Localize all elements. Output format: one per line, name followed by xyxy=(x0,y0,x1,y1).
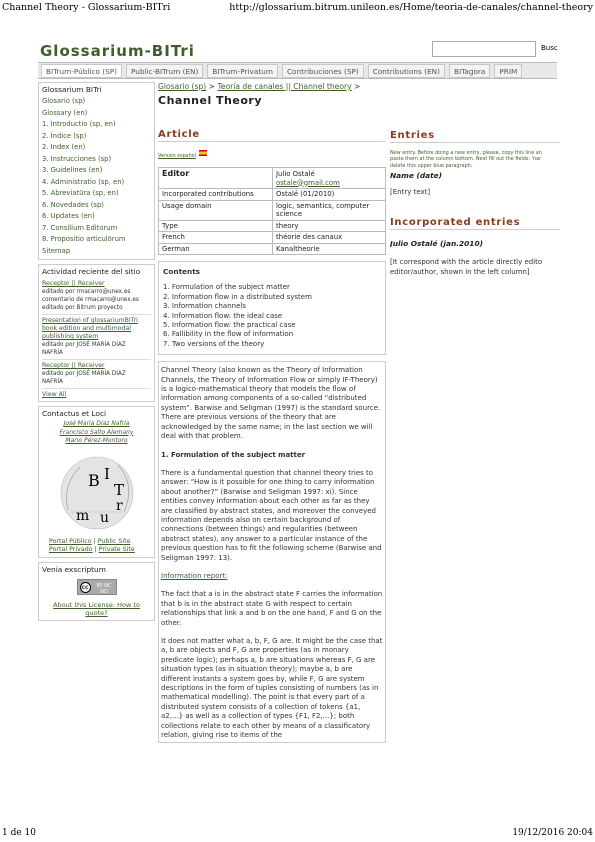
toc-item[interactable]: 2. Information flow in a distributed system xyxy=(163,292,312,301)
entry-name-date: Name (date) xyxy=(390,171,443,181)
print-header xyxy=(0,0,595,16)
information-report-link[interactable]: Information report: xyxy=(161,571,228,580)
table-cell: théorie des canaux xyxy=(273,232,386,244)
information-report-paragraph: The fact that a is in the abstract state F carries the information that b is in the abstract state G with respect to certain relationships that link a and b on the one hand, F and G on the other. xyxy=(161,590,383,627)
incorporated-entries-heading: Incorporated entries xyxy=(390,217,560,230)
nav-tab-privatum[interactable]: BITrum-Privatum xyxy=(207,64,278,78)
breadcrumb-glosario[interactable]: Glosario (sp) xyxy=(158,82,207,91)
table-row xyxy=(159,243,386,255)
breadcrumb-teoria-canales[interactable]: Teoría de canales || Channel theory xyxy=(217,82,352,91)
page-title: Channel Theory xyxy=(158,94,262,107)
sidebar-item-consilium[interactable]: 7. Consilium Editorum xyxy=(42,223,118,232)
sidebar-item-glosario[interactable]: Glosario (sp) xyxy=(42,97,86,105)
portal-links: Portal Público | Public Site Portal Privado | Private Site xyxy=(49,537,135,553)
search-button[interactable]: Busc xyxy=(541,44,558,52)
sidebar-item-introductio[interactable]: 1. Introductio (sp, en) xyxy=(42,120,116,128)
sidebar-item-sitemap[interactable]: Sitemap xyxy=(42,246,71,255)
sidebar-item-novedades[interactable]: 6. Novedades (sp) xyxy=(42,200,104,209)
sidebar-item-glossary[interactable]: Glossary (en) xyxy=(42,108,88,117)
print-footer xyxy=(0,828,595,842)
sidebar-nav-box xyxy=(38,82,155,260)
note-line: New entry. Before doing a new entry, please, copy this line an xyxy=(390,150,542,156)
intro-paragraph: Channel Theory (also known as the Theory of Information Channels, the Theory of Information Flow or simply IF-Theory) is a logico-mathematical theory that models the flow of information among components of a so-called “distributed system”. Barwise and Seligman (1997) is the standard source. There are previous versions of the theory that are acknowledged by the same name; in the last section we will deal with that problem. xyxy=(161,366,381,441)
recent-item xyxy=(42,315,151,360)
seal-letter-i: I xyxy=(103,464,110,483)
toc-item[interactable]: 3. Information channels xyxy=(163,302,246,311)
table-cell xyxy=(273,168,386,189)
toc-item[interactable]: 4. Information flow: the ideal case xyxy=(163,311,283,320)
sidebar-item-abreviatura[interactable]: 5. Abreviatūra (sp, en) xyxy=(42,189,119,197)
recent-item-meta: editado por JOSÉ MARÍA DÍAZ xyxy=(42,342,126,348)
toc-item[interactable]: 7. Two versions of the theory xyxy=(163,339,265,348)
toc-item[interactable]: 5. Information flow: the practical case xyxy=(163,321,296,330)
sidebar-item-administratio[interactable]: 4. Administratio (sp, en) xyxy=(42,177,125,186)
cc-badge-text: BY NC ND xyxy=(96,582,112,595)
contact-title: Contactus et Loci xyxy=(42,409,107,418)
note-line: delete this upper blue paragraph. xyxy=(390,162,473,169)
nav-tab-prim[interactable]: PRIM xyxy=(494,64,522,78)
sidebar-nav-title: Glossarium BITri xyxy=(42,85,102,94)
public-site-link[interactable]: Public Site xyxy=(97,537,131,545)
sidebar-item-updates[interactable]: 6. Updates (en) xyxy=(42,212,95,220)
table-row xyxy=(159,189,386,201)
sidebar xyxy=(38,82,155,625)
top-nav xyxy=(38,62,557,79)
recent-item-link[interactable]: Receptor || Receiver xyxy=(42,362,105,369)
table-cell: logic, semantics, computer science xyxy=(273,200,386,220)
recent-item-meta: NAFRÍA xyxy=(42,350,63,356)
bitrum-seal-logo xyxy=(52,450,142,536)
recent-activity-title: Actividad reciente del sitio xyxy=(42,267,141,276)
recent-item xyxy=(42,278,151,315)
recent-item-link[interactable]: Receptor || Receiver xyxy=(42,280,105,287)
section-paragraph: It does not matter what a, b, F, G are. It might be the case that a, b are objects and F, G are properties (as in monary predicate logic); perhaps a, b are situations whereas F, G are situation types (as in situation theory); maybe a, b are different instants a system goes by, while F, G are system descriptions in the form of tuples consisting of numbers (as in mathematical modelling). The point is that every part of a distributed system consists of a collection of tokens {a1, a2,...} as well as a collection of types {F1, F2,...}; both collections relate to each other by means of a classificatory relation, giving rise to items of the xyxy=(161,637,383,740)
article-heading: Article xyxy=(158,129,386,142)
print-title: Channel Theory - Glossarium-BITri xyxy=(2,2,171,13)
table-cell: French xyxy=(159,232,273,244)
recent-activity-box xyxy=(38,264,155,402)
contact-link[interactable]: José María Díaz Nafría xyxy=(63,420,130,427)
toc-item[interactable]: 1. Formulation of the subject matter xyxy=(163,283,290,292)
sidebar-item-index[interactable]: 2. Index (en) xyxy=(42,143,86,151)
recent-item-meta: editado por JOSÉ MARÍA DÍAZ xyxy=(42,371,126,377)
view-all-link[interactable]: View All xyxy=(42,391,67,398)
article-body xyxy=(158,361,386,743)
incorporated-author: Julio Ostalé (jan.2010) xyxy=(390,239,483,249)
recent-item-meta: editado por Bitrum proyecto xyxy=(42,305,123,311)
entries-heading: Entries xyxy=(390,130,560,143)
contents-title: Contents xyxy=(163,267,201,276)
license-box xyxy=(38,562,155,621)
breadcrumb: Glosario (sp) > Teoría de canales || Channel theory > xyxy=(158,82,361,91)
contact-link[interactable]: Francisco Salto Alemany xyxy=(59,428,134,436)
entry-text: [Entry text] xyxy=(390,188,431,197)
main-content xyxy=(158,82,386,743)
table-cell: Type xyxy=(159,220,273,232)
editor-name: Julio Ostalé xyxy=(276,170,315,178)
version-espanol-link[interactable]: Version español xyxy=(158,154,196,159)
table-cell: Ostalé (01/2010) xyxy=(273,189,386,201)
table-of-contents xyxy=(158,261,386,355)
print-date: 19/12/2016 20:04 xyxy=(512,828,593,838)
contact-box xyxy=(38,406,155,558)
note-line: paste them at the column bottom. Next fill out the fields: 'nar xyxy=(390,156,542,163)
table-cell: Incorporated contributions xyxy=(159,189,273,201)
private-site-link[interactable]: Private Site xyxy=(98,546,135,553)
sidebar-item-guidelines[interactable]: 3. Guidelines (en) xyxy=(42,166,103,174)
recent-item-link[interactable]: Presentation of glossariumBITri book edition and multimodal publishing system xyxy=(42,317,138,340)
table-cell: German xyxy=(159,243,273,255)
sidebar-item-propositio[interactable]: 8. Propositio articulōrum xyxy=(42,235,126,243)
print-page-number: 1 de 10 xyxy=(2,828,36,838)
section-heading: 1. Formulation of the subject matter xyxy=(161,450,306,459)
portal-privado-link[interactable]: Portal Privado xyxy=(49,546,93,553)
site-title[interactable]: Glossarium-BITri xyxy=(40,42,195,60)
nav-tab-publico-sp[interactable]: BITrum-Público (SP) xyxy=(41,64,122,78)
table-cell: Editor xyxy=(159,168,273,189)
cc-license-badge[interactable] xyxy=(77,579,117,595)
spain-flag-icon xyxy=(199,150,207,156)
table-cell: theory xyxy=(273,220,386,232)
recent-item-meta: NAFRÍA xyxy=(42,379,63,385)
cc-icon: cc xyxy=(81,583,89,591)
recent-item-meta: editado por rmacarro@unex.es xyxy=(42,289,131,295)
recent-item xyxy=(42,360,151,389)
seal-letter-b: B xyxy=(87,470,100,490)
contact-link[interactable]: Mario Pérez-Montoro xyxy=(65,437,128,444)
incorporated-text: [It correspond with the article directly edito editor/author, shown in the left column] xyxy=(390,258,543,276)
recent-item-meta: comentario de rmacarro@unex.es xyxy=(42,297,139,303)
seal-letter-t: T xyxy=(113,480,124,499)
search-input[interactable] xyxy=(432,41,536,57)
table-row xyxy=(159,220,386,232)
sidebar-item-indice[interactable]: 2. Índice (sp) xyxy=(42,131,87,140)
seal-letter-u: u xyxy=(99,509,109,526)
table-row xyxy=(159,232,386,244)
new-entry-note xyxy=(390,150,560,169)
table-cell: Kanaltheorie xyxy=(273,243,386,255)
seal-letter-m: m xyxy=(75,507,89,524)
nav-tab-contribuciones[interactable]: Contribuciones (SP) xyxy=(282,64,364,78)
table-row xyxy=(159,168,386,189)
sidebar-item-instrucciones[interactable]: 3. Instrucciones (sp) xyxy=(42,154,112,163)
section-paragraph: There is a fundamental question that channel theory tries to answer: “How is it possible for one thing to carry information about another?” (Barwise and Seligman 1997: xi). Since entities convey information about each other as far as they are classified by abstract states, and moreover the conveyed information depends also on certain background of connections (between things) and regularities (between abstract states), any answer to a particular instance of the previous question has to fit the following scheme (Barwise and Seligman 1997: 13). xyxy=(161,468,382,562)
license-link[interactable]: About this License: How to quote? xyxy=(53,600,140,617)
entries-column xyxy=(390,130,560,277)
article-info-table xyxy=(158,167,386,255)
license-title: Venia exscriptum xyxy=(42,564,106,574)
print-url: http://glossarium.bitrum.unileon.es/Home/teoria-de-canales/channel-theory xyxy=(229,2,593,13)
editor-email-link[interactable]: ostale@gmail.com xyxy=(276,178,340,187)
portal-publico-link[interactable]: Portal Público xyxy=(49,537,92,545)
table-cell: Usage domain xyxy=(159,200,273,220)
toc-item[interactable]: 6. Fallibility in the flow of information xyxy=(163,330,294,339)
nav-tab-public-en[interactable]: Public-BITrum (EN) xyxy=(126,64,203,78)
seal-letter-r: r xyxy=(115,497,123,514)
table-row xyxy=(159,200,386,220)
nav-tab-contributions[interactable]: Contributions (EN) xyxy=(368,64,445,78)
nav-tab-bitagora[interactable]: BITagora xyxy=(449,64,490,78)
